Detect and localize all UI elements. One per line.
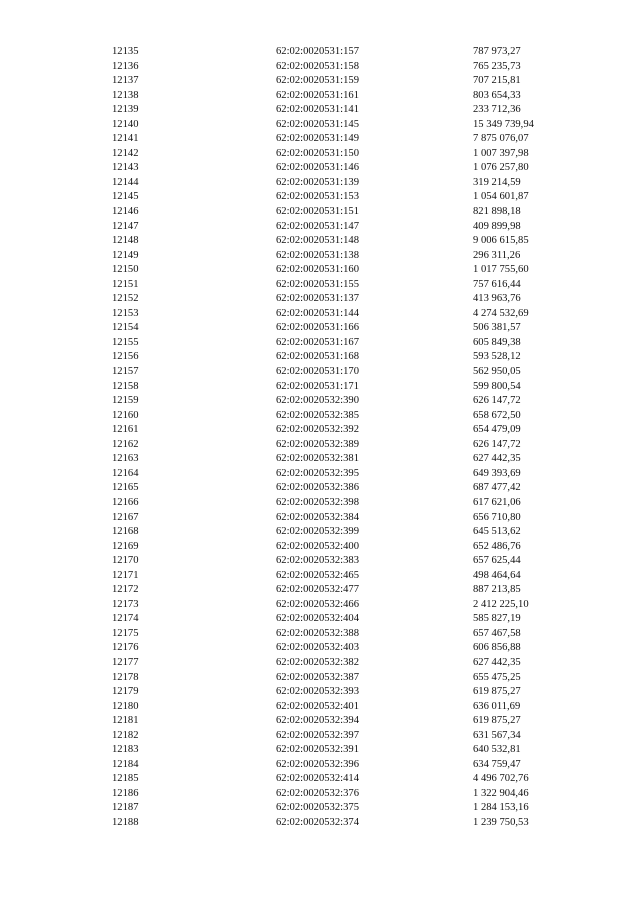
cadastral-value: 645 513,62: [473, 526, 521, 538]
cadastral-number: 62:02:0020531:148: [276, 235, 359, 247]
cadastral-value: 617 621,06: [473, 496, 521, 508]
cadastral-number: 62:02:0020532:393: [276, 686, 359, 698]
cadastral-value: 1 076 257,80: [473, 162, 529, 174]
row-number: 12142: [112, 147, 139, 159]
cadastral-number: 62:02:0020531:171: [276, 380, 359, 392]
row-number: 12139: [112, 104, 139, 116]
cadastral-value: 636 011,69: [473, 700, 521, 712]
table-row: [0, 365, 640, 380]
cadastral-number: 62:02:0020532:465: [276, 569, 359, 581]
cadastral-number: 62:02:0020532:477: [276, 584, 359, 596]
cadastral-number: 62:02:0020532:399: [276, 526, 359, 538]
cadastral-number: 62:02:0020531:147: [276, 220, 359, 232]
table-row: [0, 438, 640, 453]
cadastral-number: 62:02:0020531:145: [276, 118, 359, 130]
cadastral-value: 606 856,88: [473, 642, 521, 654]
cadastral-number: 62:02:0020532:397: [276, 729, 359, 741]
row-number: 12164: [112, 467, 139, 479]
cadastral-value: 619 875,27: [473, 715, 521, 727]
row-number: 12151: [112, 278, 139, 290]
cadastral-value: 296 311,26: [473, 249, 521, 261]
cadastral-number: 62:02:0020531:159: [276, 75, 359, 87]
cadastral-number: 62:02:0020532:404: [276, 613, 359, 625]
cadastral-value: 803 654,33: [473, 89, 521, 101]
row-number: 12156: [112, 351, 139, 363]
row-number: 12167: [112, 511, 139, 523]
row-number: 12182: [112, 729, 139, 741]
cadastral-value: 9 006 615,85: [473, 235, 529, 247]
table-row: [0, 118, 640, 133]
row-number: 12152: [112, 293, 139, 305]
table-row: [0, 380, 640, 395]
cadastral-number: 62:02:0020531:160: [276, 264, 359, 276]
cadastral-number: 62:02:0020532:374: [276, 816, 359, 828]
cadastral-value: 1 239 750,53: [473, 816, 529, 828]
cadastral-value: 654 479,09: [473, 424, 521, 436]
row-number: 12171: [112, 569, 139, 581]
cadastral-number: 62:02:0020532:395: [276, 467, 359, 479]
cadastral-value: 599 800,54: [473, 380, 521, 392]
cadastral-number: 62:02:0020531:155: [276, 278, 359, 290]
row-number: 12186: [112, 787, 139, 799]
table-row: [0, 540, 640, 555]
table-row: [0, 234, 640, 249]
table-row: [0, 409, 640, 424]
cadastral-value: 593 528,12: [473, 351, 521, 363]
cadastral-number: 62:02:0020532:384: [276, 511, 359, 523]
row-number: 12159: [112, 395, 139, 407]
table-row: [0, 729, 640, 744]
table-row: [0, 801, 640, 816]
cadastral-value: 627 442,35: [473, 453, 521, 465]
cadastral-value: 757 616,44: [473, 278, 521, 290]
row-number: 12135: [112, 46, 139, 57]
table-row: [0, 278, 640, 293]
cadastral-value: 656 710,80: [473, 511, 521, 523]
cadastral-value-table: [0, 45, 640, 831]
table-row: [0, 598, 640, 613]
cadastral-number: 62:02:0020532:401: [276, 700, 359, 712]
table-row: [0, 249, 640, 264]
table-row: [0, 714, 640, 729]
table-row: [0, 292, 640, 307]
table-row: [0, 467, 640, 482]
table-row: [0, 423, 640, 438]
table-row: [0, 641, 640, 656]
cadastral-value: 409 899,98: [473, 220, 521, 232]
cadastral-value: 7 875 076,07: [473, 133, 529, 145]
row-number: 12175: [112, 627, 139, 639]
cadastral-number: 62:02:0020532:392: [276, 424, 359, 436]
table-row: [0, 147, 640, 162]
cadastral-number: 62:02:0020531:153: [276, 191, 359, 203]
cadastral-number: 62:02:0020532:386: [276, 482, 359, 494]
cadastral-value: 707 215,81: [473, 75, 521, 87]
cadastral-value: 640 532,81: [473, 744, 521, 756]
cadastral-number: 62:02:0020532:382: [276, 656, 359, 668]
row-number: 12153: [112, 307, 139, 319]
table-row: [0, 45, 640, 60]
table-row: [0, 511, 640, 526]
table-row: [0, 132, 640, 147]
cadastral-value: 631 567,34: [473, 729, 521, 741]
cadastral-value: 15 349 739,94: [473, 118, 534, 130]
row-number: 12176: [112, 642, 139, 654]
row-number: 12161: [112, 424, 139, 436]
table-row: [0, 307, 640, 322]
cadastral-number: 62:02:0020532:396: [276, 758, 359, 770]
cadastral-value: 657 625,44: [473, 555, 521, 567]
table-row: [0, 583, 640, 598]
cadastral-value: 1 284 153,16: [473, 802, 529, 814]
table-row: [0, 787, 640, 802]
cadastral-value: 626 147,72: [473, 395, 521, 407]
row-number: 12165: [112, 482, 139, 494]
cadastral-value: 1 007 397,98: [473, 147, 529, 159]
table-row: [0, 74, 640, 89]
cadastral-value: 1 017 755,60: [473, 264, 529, 276]
row-number: 12187: [112, 802, 139, 814]
cadastral-number: 62:02:0020531:168: [276, 351, 359, 363]
cadastral-number: 62:02:0020531:158: [276, 60, 359, 72]
cadastral-value: 626 147,72: [473, 438, 521, 450]
cadastral-number: 62:02:0020532:385: [276, 409, 359, 421]
cadastral-value: 821 898,18: [473, 206, 521, 218]
cadastral-number: 62:02:0020531:150: [276, 147, 359, 159]
cadastral-number: 62:02:0020532:403: [276, 642, 359, 654]
cadastral-value: 652 486,76: [473, 540, 521, 552]
row-number: 12148: [112, 235, 139, 247]
row-number: 12143: [112, 162, 139, 174]
row-number: 12168: [112, 526, 139, 538]
cadastral-value: 1 322 904,46: [473, 787, 529, 799]
table-row: [0, 263, 640, 278]
cadastral-value: 887 213,85: [473, 584, 521, 596]
cadastral-number: 62:02:0020531:141: [276, 104, 359, 116]
cadastral-number: 62:02:0020531:170: [276, 366, 359, 378]
cadastral-value: 765 235,73: [473, 60, 521, 72]
table-row: [0, 758, 640, 773]
row-number: 12140: [112, 118, 139, 130]
table-row: [0, 496, 640, 511]
row-number: 12141: [112, 133, 139, 145]
row-number: 12184: [112, 758, 139, 770]
table-row: [0, 60, 640, 75]
table-row: [0, 816, 640, 831]
row-number: 12169: [112, 540, 139, 552]
table-row: [0, 671, 640, 686]
cadastral-value: 658 672,50: [473, 409, 521, 421]
table-row: [0, 350, 640, 365]
cadastral-value: 562 950,05: [473, 366, 521, 378]
row-number: 12154: [112, 322, 139, 334]
cadastral-value: 1 054 601,87: [473, 191, 529, 203]
table-row: [0, 176, 640, 191]
cadastral-value: 413 963,76: [473, 293, 521, 305]
cadastral-number: 62:02:0020532:383: [276, 555, 359, 567]
cadastral-number: 62:02:0020531:139: [276, 176, 359, 188]
cadastral-number: 62:02:0020532:387: [276, 671, 359, 683]
cadastral-value: 687 477,42: [473, 482, 521, 494]
cadastral-value: 506 381,57: [473, 322, 521, 334]
table-row: [0, 612, 640, 627]
row-number: 12181: [112, 715, 139, 727]
table-row: [0, 452, 640, 467]
row-number: 12147: [112, 220, 139, 232]
table-row: [0, 89, 640, 104]
row-number: 12179: [112, 686, 139, 698]
table-row: [0, 161, 640, 176]
cadastral-value: 627 442,35: [473, 656, 521, 668]
row-number: 12155: [112, 336, 139, 348]
table-row: [0, 103, 640, 118]
cadastral-number: 62:02:0020532:391: [276, 744, 359, 756]
row-number: 12162: [112, 438, 139, 450]
table-row: [0, 554, 640, 569]
table-row: [0, 321, 640, 336]
cadastral-value: 657 467,58: [473, 627, 521, 639]
table-row: [0, 190, 640, 205]
row-number: 12160: [112, 409, 139, 421]
row-number: 12136: [112, 60, 139, 72]
row-number: 12149: [112, 249, 139, 261]
row-number: 12163: [112, 453, 139, 465]
cadastral-value: 634 759,47: [473, 758, 521, 770]
cadastral-value: 619 875,27: [473, 686, 521, 698]
table-row: [0, 336, 640, 351]
row-number: 12172: [112, 584, 139, 596]
row-number: 12145: [112, 191, 139, 203]
row-number: 12177: [112, 656, 139, 668]
table-row: [0, 685, 640, 700]
cadastral-number: 62:02:0020532:389: [276, 438, 359, 450]
cadastral-number: 62:02:0020531:157: [276, 46, 359, 57]
cadastral-number: 62:02:0020532:400: [276, 540, 359, 552]
cadastral-value: 649 393,69: [473, 467, 521, 479]
cadastral-value: 319 214,59: [473, 176, 521, 188]
table-row: [0, 700, 640, 715]
cadastral-number: 62:02:0020532:414: [276, 773, 359, 785]
row-number: 12178: [112, 671, 139, 683]
table-row: [0, 205, 640, 220]
row-number: 12188: [112, 816, 139, 828]
cadastral-value: 787 973,27: [473, 46, 521, 57]
row-number: 12138: [112, 89, 139, 101]
cadastral-number: 62:02:0020532:398: [276, 496, 359, 508]
row-number: 12174: [112, 613, 139, 625]
cadastral-number: 62:02:0020532:388: [276, 627, 359, 639]
row-number: 12170: [112, 555, 139, 567]
cadastral-number: 62:02:0020531:146: [276, 162, 359, 174]
cadastral-value: 233 712,36: [473, 104, 521, 116]
row-number: 12150: [112, 264, 139, 276]
table-row: [0, 220, 640, 235]
cadastral-value: 4 274 532,69: [473, 307, 529, 319]
cadastral-number: 62:02:0020531:144: [276, 307, 359, 319]
cadastral-number: 62:02:0020531:138: [276, 249, 359, 261]
table-row: [0, 656, 640, 671]
table-row: [0, 627, 640, 642]
cadastral-number: 62:02:0020531:151: [276, 206, 359, 218]
row-number: 12146: [112, 206, 139, 218]
table-row: [0, 743, 640, 758]
cadastral-number: 62:02:0020532:466: [276, 598, 359, 610]
cadastral-number: 62:02:0020531:167: [276, 336, 359, 348]
row-number: 12180: [112, 700, 139, 712]
cadastral-number: 62:02:0020531:137: [276, 293, 359, 305]
cadastral-number: 62:02:0020531:161: [276, 89, 359, 101]
row-number: 12158: [112, 380, 139, 392]
table-row: [0, 525, 640, 540]
cadastral-number: 62:02:0020532:376: [276, 787, 359, 799]
row-number: 12144: [112, 176, 139, 188]
row-number: 12185: [112, 773, 139, 785]
cadastral-value: 498 464,64: [473, 569, 521, 581]
cadastral-value: 585 827,19: [473, 613, 521, 625]
row-number: 12137: [112, 75, 139, 87]
cadastral-number: 62:02:0020531:166: [276, 322, 359, 334]
cadastral-number: 62:02:0020532:375: [276, 802, 359, 814]
table-row: [0, 772, 640, 787]
cadastral-number: 62:02:0020531:149: [276, 133, 359, 145]
table-row: [0, 569, 640, 584]
cadastral-number: 62:02:0020532:381: [276, 453, 359, 465]
cadastral-value: 2 412 225,10: [473, 598, 529, 610]
table-row: [0, 481, 640, 496]
cadastral-number: 62:02:0020532:394: [276, 715, 359, 727]
cadastral-value: 605 849,38: [473, 336, 521, 348]
cadastral-number: 62:02:0020532:390: [276, 395, 359, 407]
cadastral-value: 655 475,25: [473, 671, 521, 683]
row-number: 12183: [112, 744, 139, 756]
row-number: 12157: [112, 366, 139, 378]
table-row: [0, 394, 640, 409]
cadastral-value: 4 496 702,76: [473, 773, 529, 785]
row-number: 12166: [112, 496, 139, 508]
row-number: 12173: [112, 598, 139, 610]
